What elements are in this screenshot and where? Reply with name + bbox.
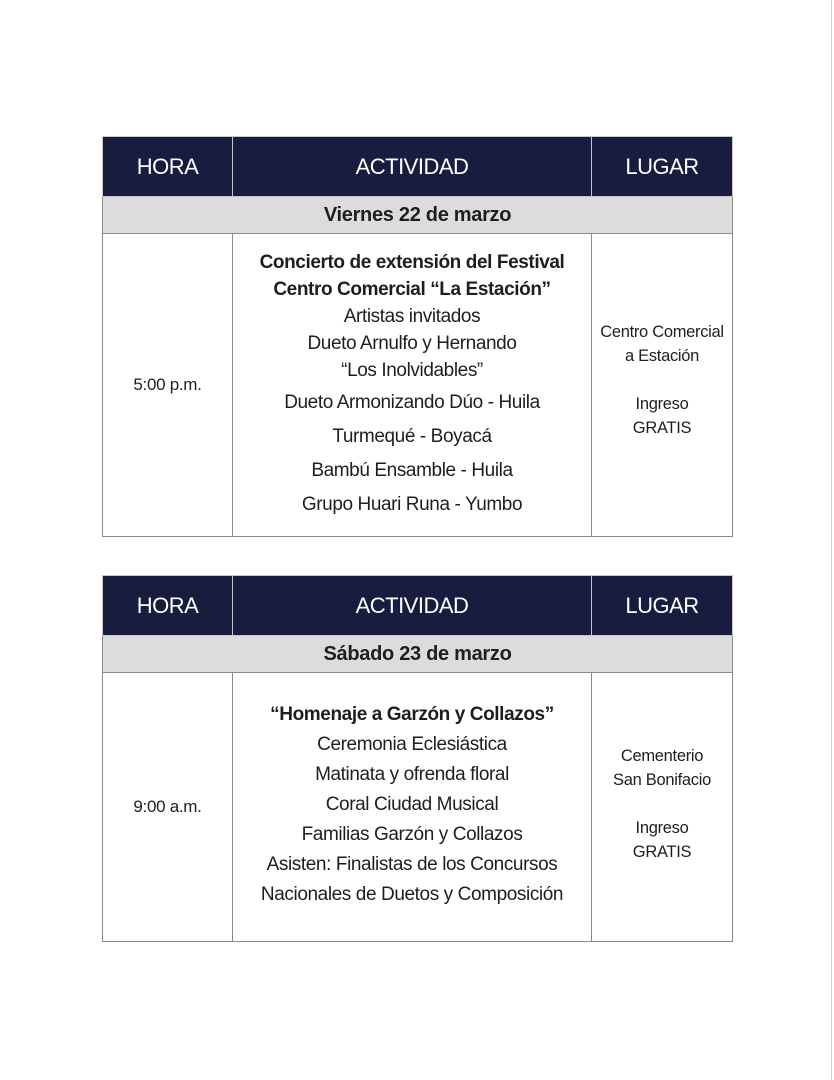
activity-title-line: Centro Comercial “La Estación”	[273, 278, 551, 300]
activity-line: Coral Ciudad Musical	[325, 794, 499, 815]
event-location	[592, 234, 733, 537]
event-activity	[233, 234, 592, 537]
table-header-row	[103, 576, 733, 636]
event-activity	[233, 673, 592, 942]
activity-line: Artistas invitados	[343, 305, 481, 327]
admission-line: Ingreso	[635, 819, 689, 837]
activity-line: Turmequé - Boyacá	[332, 425, 492, 447]
header-actividad: ACTIVIDAD	[233, 576, 592, 636]
activity-title-line: Concierto de extensión del Festival	[259, 251, 565, 273]
header-hora: HORA	[103, 137, 233, 197]
schedule-table-friday	[102, 136, 733, 537]
page-edge-line	[831, 0, 832, 1080]
header-lugar: LUGAR	[592, 137, 733, 197]
activity-line: Familias Garzón y Collazos	[301, 824, 523, 845]
activity-title-line: “Homenaje a Garzón y Collazos”	[270, 704, 554, 725]
activity-line: Matinata y ofrenda floral	[315, 764, 509, 785]
event-row	[103, 234, 733, 537]
admission-line: GRATIS	[632, 419, 692, 437]
table-header-row	[103, 137, 733, 197]
header-hora: HORA	[103, 576, 233, 636]
event-row	[103, 673, 733, 942]
admission-line: GRATIS	[632, 843, 692, 861]
event-location	[592, 673, 733, 942]
activity-line: Grupo Huari Runa - Yumbo	[301, 493, 523, 515]
location-line: Centro Comercial	[600, 323, 724, 341]
activity-line: Dueto Armonizando Dúo - Huila	[284, 391, 540, 413]
activity-line: Bambú Ensamble - Huila	[311, 459, 513, 481]
header-actividad: ACTIVIDAD	[233, 137, 592, 197]
location-line: San Bonifacio	[613, 771, 711, 789]
event-time: 5:00 p.m.	[103, 234, 233, 537]
header-lugar: LUGAR	[592, 576, 733, 636]
event-time: 9:00 a.m.	[103, 673, 233, 942]
admission-line: Ingreso	[635, 395, 689, 413]
schedule-table-saturday	[102, 575, 733, 942]
activity-line: “Los Inolvidables”	[341, 359, 483, 381]
activity-line: Nacionales de Duetos y Composición	[260, 884, 564, 905]
day-row	[103, 636, 733, 673]
day-row	[103, 197, 733, 234]
location-line: Cementerio	[620, 747, 704, 765]
day-label: Sábado 23 de marzo	[103, 636, 733, 673]
activity-line: Dueto Arnulfo y Hernando	[307, 332, 517, 354]
activity-line: Asisten: Finalistas de los Concursos	[266, 854, 558, 875]
location-line: a Estación	[624, 347, 700, 365]
day-label: Viernes 22 de marzo	[103, 197, 733, 234]
activity-line: Ceremonia Eclesiástica	[317, 734, 507, 755]
